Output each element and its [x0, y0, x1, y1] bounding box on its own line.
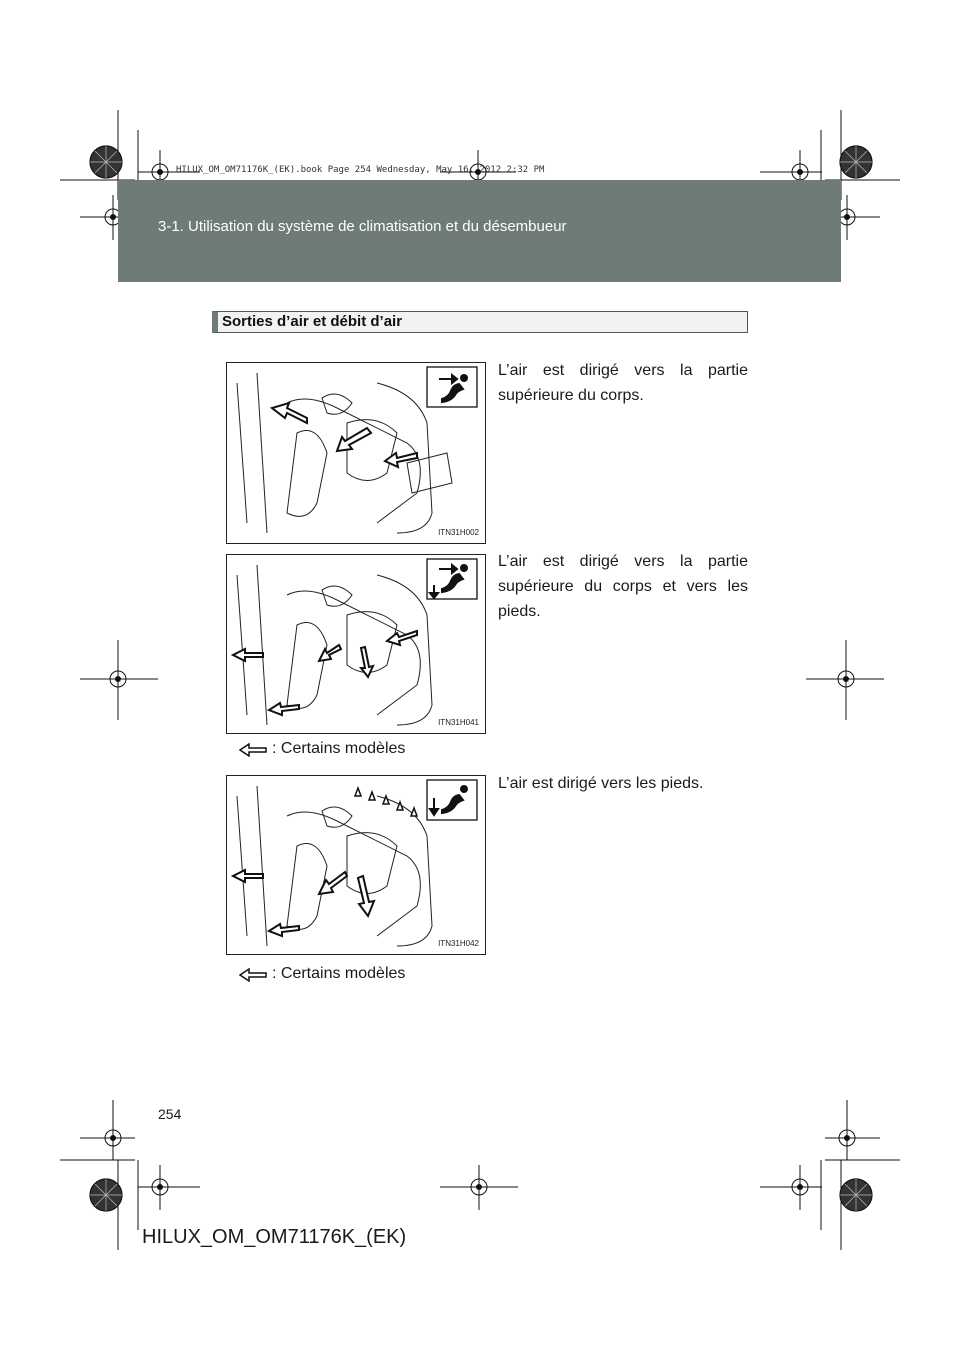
mode-description: L’air est dirigé vers la partie supérieure du corps.	[498, 362, 748, 404]
car-interior-illustration	[227, 555, 485, 733]
car-interior-illustration	[227, 363, 485, 543]
note-text: : Certains modèles	[272, 740, 406, 757]
figure-bi-level-vent	[226, 554, 486, 734]
file-stamp: HILUX_OM_OM71176K_(EK).book Page 254 Wednesday, May 16, 2012 2:32 PM	[176, 165, 545, 175]
arrow-icon	[239, 743, 267, 757]
figure-code: ITN31H002	[438, 528, 479, 537]
heading: Sorties d’air et débit d’air	[222, 313, 403, 330]
figure-code: ITN31H041	[438, 718, 479, 727]
mode-description: L’air est dirigé vers la partie supérieure du corps et vers les pieds.	[498, 553, 748, 620]
mode-description: L’air est dirigé vers les pieds.	[498, 775, 704, 792]
note-text: : Certains modèles	[272, 965, 406, 982]
car-interior-illustration	[227, 776, 485, 954]
section-title: 3-1. Utilisation du système de climatisation et du désembueur	[158, 218, 567, 235]
figure-foot-vent	[226, 775, 486, 955]
document-code: HILUX_OM_OM71176K_(EK)	[142, 1226, 407, 1248]
figure-face-vent	[226, 362, 486, 544]
arrow-icon	[239, 968, 267, 982]
figure-code: ITN31H042	[438, 939, 479, 948]
page-number: 254	[158, 1106, 182, 1122]
